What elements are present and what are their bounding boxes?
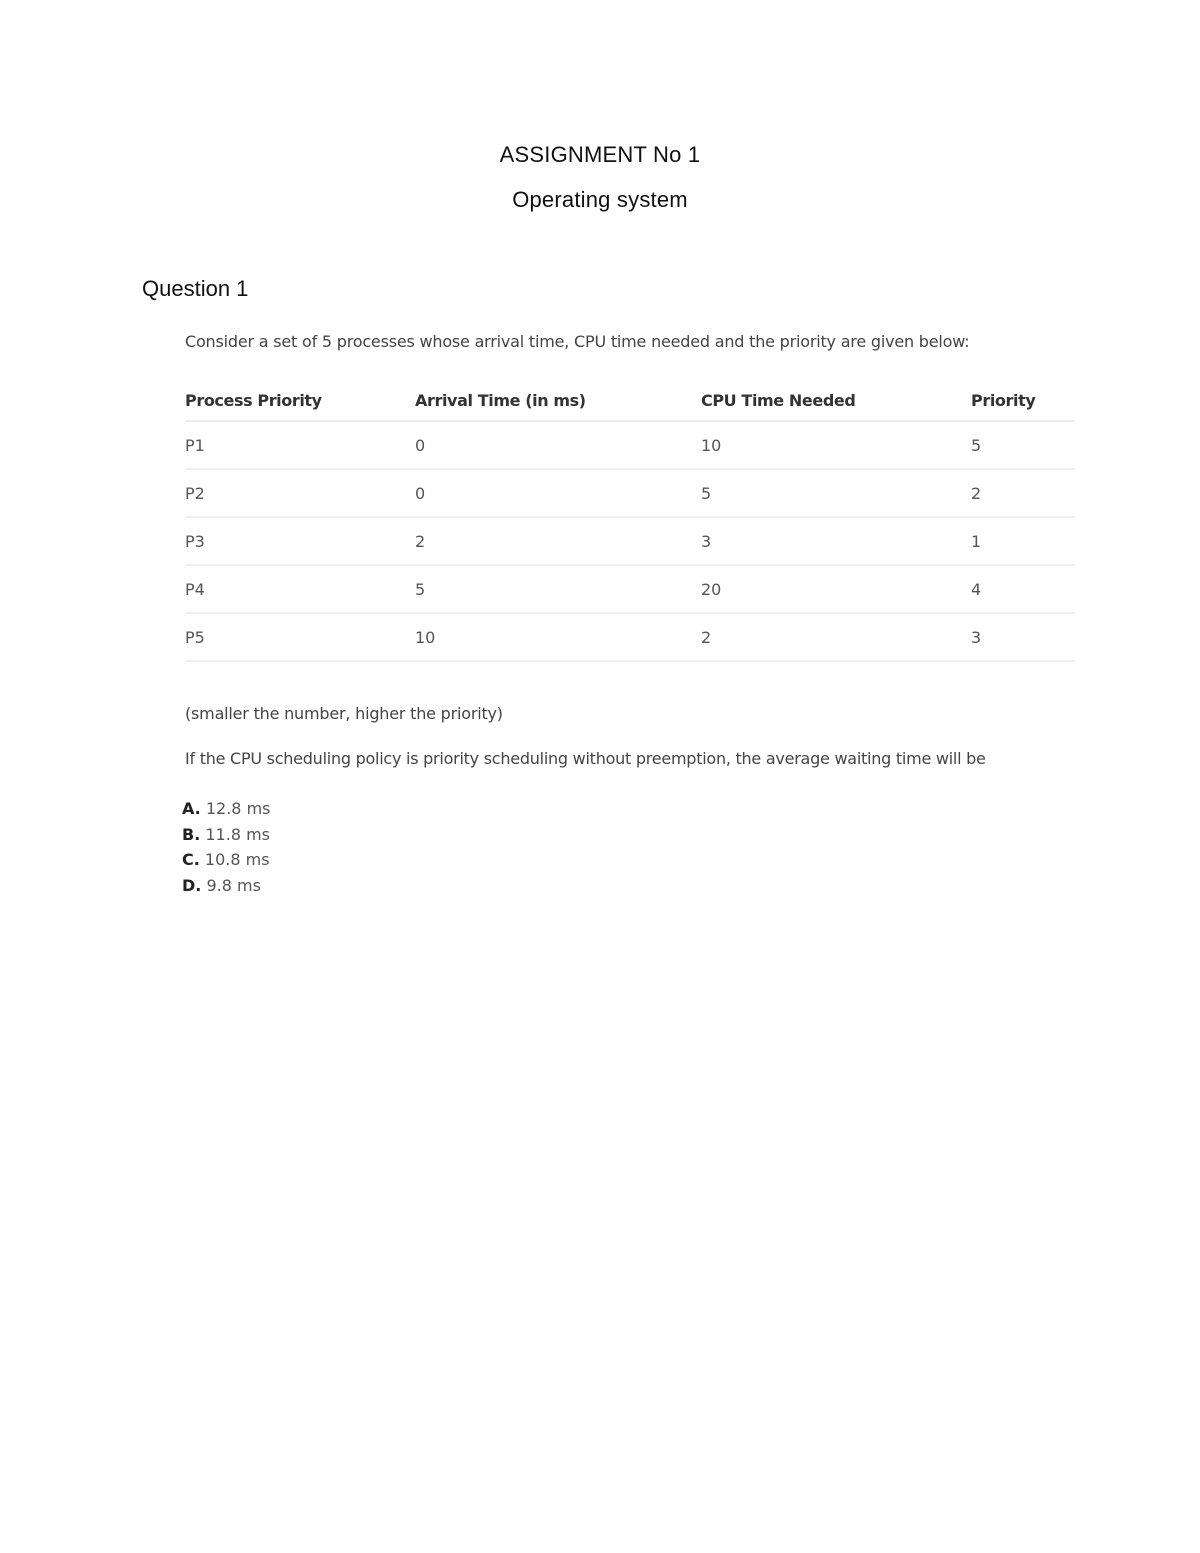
option-value: 10.8 ms — [204, 850, 270, 869]
question-prompt: If the CPU scheduling policy is priority scheduling without preemption, the average waiting time will be — [185, 749, 986, 768]
question-body — [182, 330, 1075, 895]
table-row — [185, 421, 1075, 469]
table-cell: 1 — [971, 517, 1075, 565]
option-value: 9.8 ms — [206, 875, 261, 895]
table-cell: 20 — [701, 565, 971, 613]
table-cell: 10 — [415, 613, 701, 661]
table-row — [185, 469, 1075, 517]
priority-note: (smaller the number, higher the priority) — [185, 704, 503, 723]
answer-options — [182, 796, 271, 898]
table-row — [185, 565, 1075, 613]
answer-option — [182, 873, 271, 899]
table-cell: P2 — [185, 469, 415, 517]
document-subtitle: Operating system — [512, 187, 688, 212]
table-cell: 3 — [971, 613, 1075, 661]
table-cell: 5 — [971, 421, 1075, 469]
table-cell: 2 — [415, 517, 701, 565]
answer-option — [182, 822, 271, 848]
table-cell: 2 — [971, 469, 1075, 517]
column-header: Priority — [971, 380, 1075, 421]
column-header: CPU Time Needed — [701, 380, 971, 421]
column-header: Arrival Time (in ms) — [415, 380, 701, 421]
table-cell: 0 — [415, 469, 701, 517]
table-cell: P1 — [185, 421, 415, 469]
process-table — [185, 380, 1075, 662]
table-cell: 10 — [701, 421, 971, 469]
table-cell: 3 — [701, 517, 971, 565]
table-header-row — [185, 380, 1075, 421]
option-letter: B. — [182, 824, 201, 844]
table-cell: P5 — [185, 613, 415, 661]
table-cell: 5 — [415, 565, 701, 613]
document-title: ASSIGNMENT No 1 — [499, 142, 701, 167]
option-letter: D. — [182, 875, 202, 895]
table-cell: P3 — [185, 517, 415, 565]
table-row — [185, 613, 1075, 661]
option-letter: A. — [182, 799, 201, 818]
answer-option — [182, 796, 271, 822]
table-row — [185, 517, 1075, 565]
table-cell: 5 — [701, 469, 971, 517]
option-letter: C. — [182, 850, 200, 869]
table-cell: 2 — [701, 613, 971, 661]
question-heading: Question 1 — [142, 276, 249, 301]
table-cell: 4 — [971, 565, 1075, 613]
table-cell: P4 — [185, 565, 415, 613]
answer-option — [182, 847, 271, 873]
column-header: Process Priority — [185, 380, 415, 421]
option-value: 11.8 ms — [205, 824, 271, 844]
option-value: 12.8 ms — [205, 799, 271, 818]
table-cell: 0 — [415, 421, 701, 469]
question-intro: Consider a set of 5 processes whose arrival time, CPU time needed and the priority are given below: — [185, 332, 970, 351]
